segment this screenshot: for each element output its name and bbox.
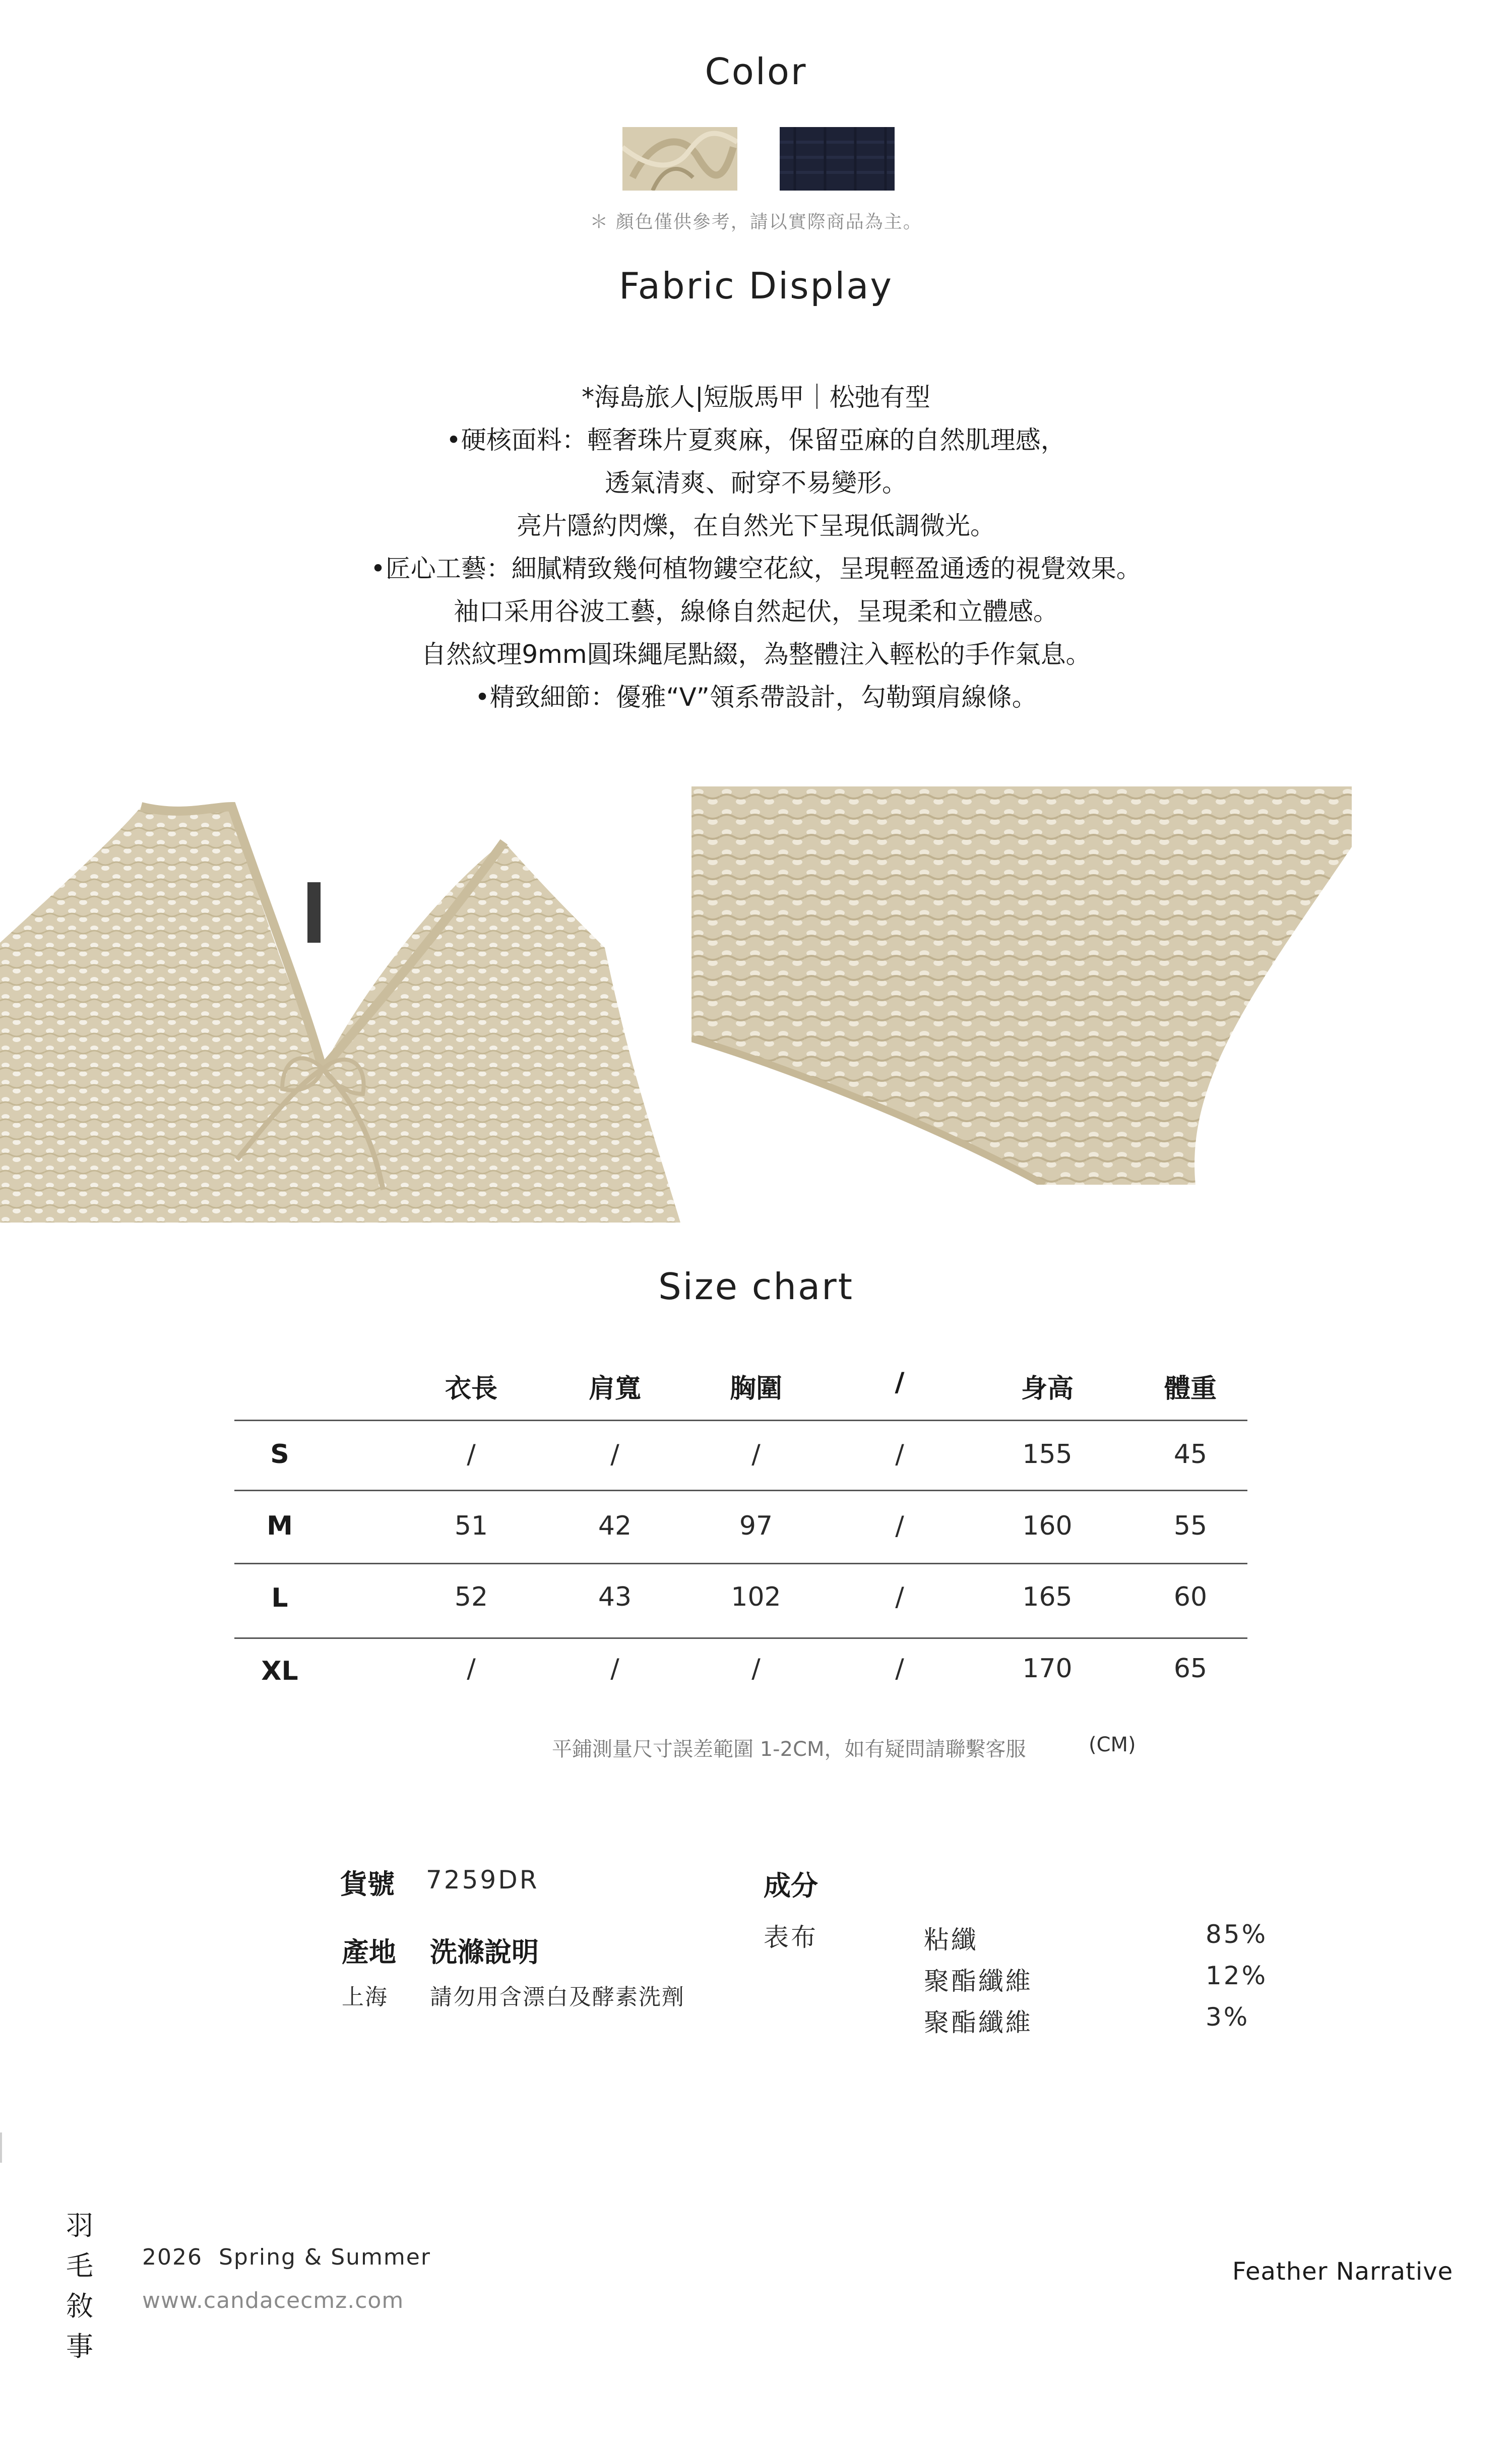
material-name: 聚酯纖維 (924, 2008, 1033, 2037)
material-pct: 3% (1206, 2002, 1250, 2032)
item-no-value: 7259DR (426, 1865, 539, 1895)
table-divider (234, 1490, 1247, 1491)
header-length: 衣長 (445, 1374, 497, 1404)
row-size-label: L (271, 1583, 288, 1613)
swatch-navy-texture (780, 127, 895, 191)
color-disclaimer: ＊ 顏色僅供參考，請以實際商品為主。 (590, 212, 922, 232)
season-label: 2026 Spring & Summer (142, 2244, 431, 2270)
table-cell: 65 (1173, 1654, 1208, 1684)
composition-label: 成分 (764, 1870, 818, 1902)
care-value: 請勿用含漂白及酵素洗劑 (430, 1984, 685, 2010)
color-title: Color (705, 50, 807, 93)
care-label: 洗滌說明 (430, 1936, 539, 1968)
material-pct: 85% (1206, 1920, 1268, 1949)
edge-mark (0, 2132, 2, 2163)
fabric-line: 亮片隱約閃爍，在自然光下呈現低調微光。 (517, 511, 995, 540)
table-cell: 165 (1022, 1582, 1073, 1612)
table-cell: 55 (1173, 1511, 1208, 1541)
website-link[interactable]: www.candacecmz.com (142, 2288, 404, 2313)
brand-char: 事 (66, 2331, 93, 2362)
fabric-line: •硬核面料：輕奢珠片夏爽麻，保留亞麻的自然肌理感， (446, 425, 1066, 455)
material-name: 聚酯纖維 (924, 1967, 1033, 1996)
fabric-line: 透氣清爽、耐穿不易變形。 (605, 468, 907, 498)
table-divider (234, 1563, 1247, 1564)
table-cell: / (895, 1511, 904, 1541)
fabric-line: *海島旅人|短版馬甲｜松弛有型 (582, 383, 930, 412)
fabric-line: •精致細節：優雅“V”領系帶設計，勾勒頸肩線條。 (475, 683, 1037, 712)
table-cell: / (751, 1439, 761, 1470)
swatch-beige[interactable] (622, 127, 737, 191)
table-cell: / (895, 1654, 904, 1684)
brand-vertical (65, 2206, 95, 2367)
table-cell: 60 (1173, 1582, 1208, 1612)
table-cell: / (751, 1654, 761, 1684)
header-slash: / (895, 1367, 905, 1397)
table-cell: / (467, 1654, 476, 1684)
header-height: 身高 (1021, 1374, 1074, 1404)
fabric-label: 表布 (764, 1923, 818, 1952)
origin-value: 上海 (342, 1984, 388, 2010)
table-cell: / (610, 1439, 619, 1470)
swatch-navy[interactable] (780, 127, 895, 191)
material-pct: 12% (1206, 1961, 1268, 1990)
row-size-label: M (267, 1511, 293, 1541)
table-divider (234, 1637, 1247, 1639)
fabric-description (0, 376, 1512, 719)
table-cell: 160 (1022, 1511, 1073, 1541)
table-cell: 97 (739, 1511, 773, 1541)
brand-english: Feather Narrative (1232, 2257, 1454, 2286)
size-chart-title: Size chart (658, 1265, 854, 1308)
origin-label: 產地 (342, 1936, 396, 1968)
fabric-title: Fabric Display (618, 265, 894, 307)
table-cell: / (895, 1439, 904, 1470)
table-cell: 42 (598, 1511, 632, 1541)
fabric-closeup-photo (691, 786, 1352, 1185)
table-cell: 155 (1022, 1439, 1073, 1470)
measurement-note: 平鋪測量尺寸誤差範圍 1-2CM，如有疑問請聯繫客服 (552, 1738, 1026, 1761)
vest-front-photo (0, 786, 680, 1223)
table-divider (234, 1420, 1247, 1421)
swatch-beige-texture (622, 127, 737, 191)
unit-label: (CM) (1089, 1733, 1136, 1756)
brand-char: 毛 (66, 2250, 93, 2282)
row-size-label: XL (261, 1656, 298, 1686)
item-no-label: 貨號 (340, 1868, 395, 1900)
table-cell: 51 (454, 1511, 488, 1541)
table-cell: / (895, 1582, 904, 1612)
fabric-line: 自然紋理9mm圓珠繩尾點綴，為整體注入輕松的手作氣息。 (421, 640, 1091, 669)
fabric-line: 袖口采用谷波工藝，線條自然起伏，呈現柔和立體感。 (454, 597, 1058, 626)
table-cell: 170 (1022, 1654, 1073, 1684)
header-shoulder: 肩寬 (588, 1374, 641, 1404)
brand-char: 敘 (66, 2290, 93, 2322)
brand-char: 羽 (66, 2210, 93, 2241)
fabric-line: •匠心工藝：細膩精致幾何植物鏤空花紋，呈現輕盈通透的視覺效果。 (370, 554, 1142, 583)
table-cell: 45 (1173, 1439, 1208, 1470)
material-name: 粘纖 (924, 1925, 978, 1955)
header-weight: 體重 (1164, 1374, 1217, 1404)
table-cell: 43 (598, 1582, 632, 1612)
row-size-label: S (270, 1439, 289, 1470)
table-cell: 102 (731, 1582, 781, 1612)
table-cell: / (467, 1439, 476, 1470)
header-chest: 胸圍 (729, 1374, 782, 1404)
table-cell: 52 (454, 1582, 488, 1612)
table-cell: / (610, 1654, 619, 1684)
